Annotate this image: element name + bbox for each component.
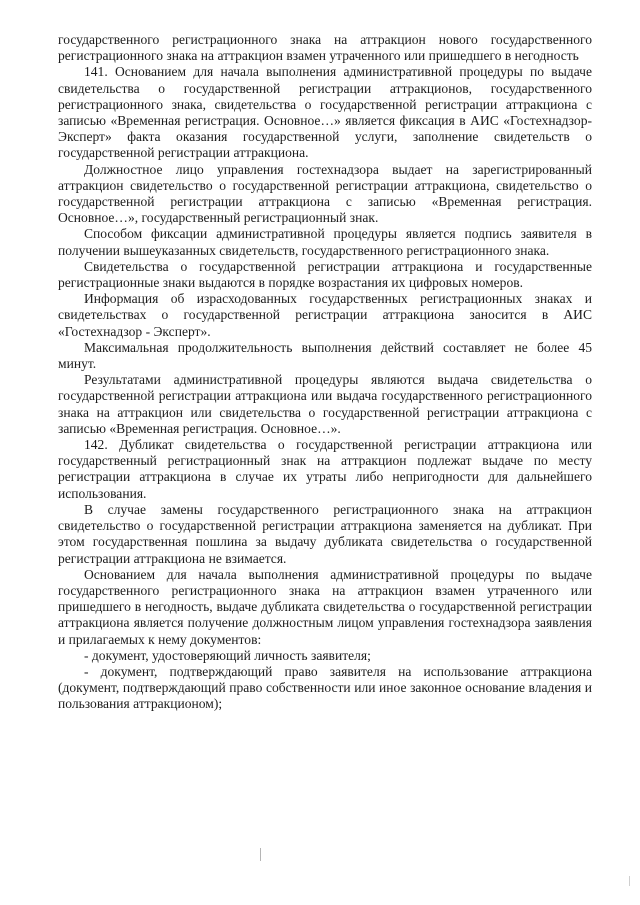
paragraph-issue-order: Свидетельства о государственной регистрации аттракциона и государственные регистрационные знаки выдаются в порядке возрастания их цифровых номеров. [58, 258, 592, 291]
paragraph-max-duration: Максимальная продолжительность выполнения действий составляет не более 45 минут. [58, 339, 592, 372]
scan-edge-mark [629, 876, 630, 886]
paragraph-fixation-method: Способом фиксации административной процедуры является подпись заявителя в получении вышеуказанных свидетельств, государственного регистрационного знака. [58, 226, 592, 258]
paragraph-replacement: В случае замены государственного регистрационного знака на аттракцион свидетельство о государственной регистрации аттракциона заменяется на дубликат. При этом государственная пошлина за выдачу дубликата свидетельства о государственной регистрации аттракциона не взимается. [58, 501, 592, 566]
paragraph-basis: Основанием для начала выполнения административной процедуры по выдаче государственного регистрационного знака на аттракцион взамен утраченного или пришедшего в негодность, выдаче дубликата свидетельства о государственной регистрации аттракциона является получение должностным лицом управления гостехнадзора заявления и прилагаемых к нему документов: [58, 566, 592, 647]
document-page [58, 32, 592, 713]
list-item-identity-document: - документ, удостоверяющий личность заявителя; [84, 647, 371, 663]
paragraph-141: 141. Основанием для начала выполнения административной процедуры по выдаче свидетельства о государственной регистрации аттракционов, государственного регистрационного знака, свидетельства о государственной регистрации аттракциона с записью «Временная регистрация. Основное…» является фиксация в АИС «Гостехнадзор- Эксперт» факта оказания государственной услуги, заполнение свидетельств о государственной регистрации аттракциона. [58, 64, 592, 161]
paragraph-results: Результатами административной процедуры являются выдача свидетельства о государственной регистрации аттракциона или выдача государственного регистрационного знака на аттракцион или свидетельства о государственной регистрации аттракциона с записью «Временная регистрация. Основное…». [58, 372, 592, 436]
paragraph-ais-info: Информация об израсходованных государственных регистрационных знаках и свидетельствах о государственной регистрации аттракциона заносится в АИС «Гостехнадзор - Эксперт». [58, 291, 592, 339]
paragraph-continuation: государственного регистрационного знака на аттракцион нового государственного регистрационного знака на аттракцион взамен утраченного или пришедшего в негодность [58, 32, 592, 64]
scan-mark [260, 848, 261, 861]
list-item-usage-right-document: - документ, подтверждающий право заявителя на использование аттракциона (документ, подтверждающий право собственности или иное законное основание владения и пользования аттракционом); [58, 663, 592, 712]
paragraph-142: 142. Дубликат свидетельства о государственной регистрации аттракциона или государственный регистрационный знак на аттракцион подлежат выдаче по месту регистрации аттракциона в случае их утраты либо непригодности для дальнейшего использования. [58, 437, 592, 501]
paragraph-official-issues: Должностное лицо управления гостехнадзора выдает на зарегистрированный аттракцион свидетельство о государственной регистрации аттракциона, свидетельство о государственной регистрации аттракциона с записью «Временная регистрация. Основное…», государственный регистрационный знак. [58, 161, 592, 226]
